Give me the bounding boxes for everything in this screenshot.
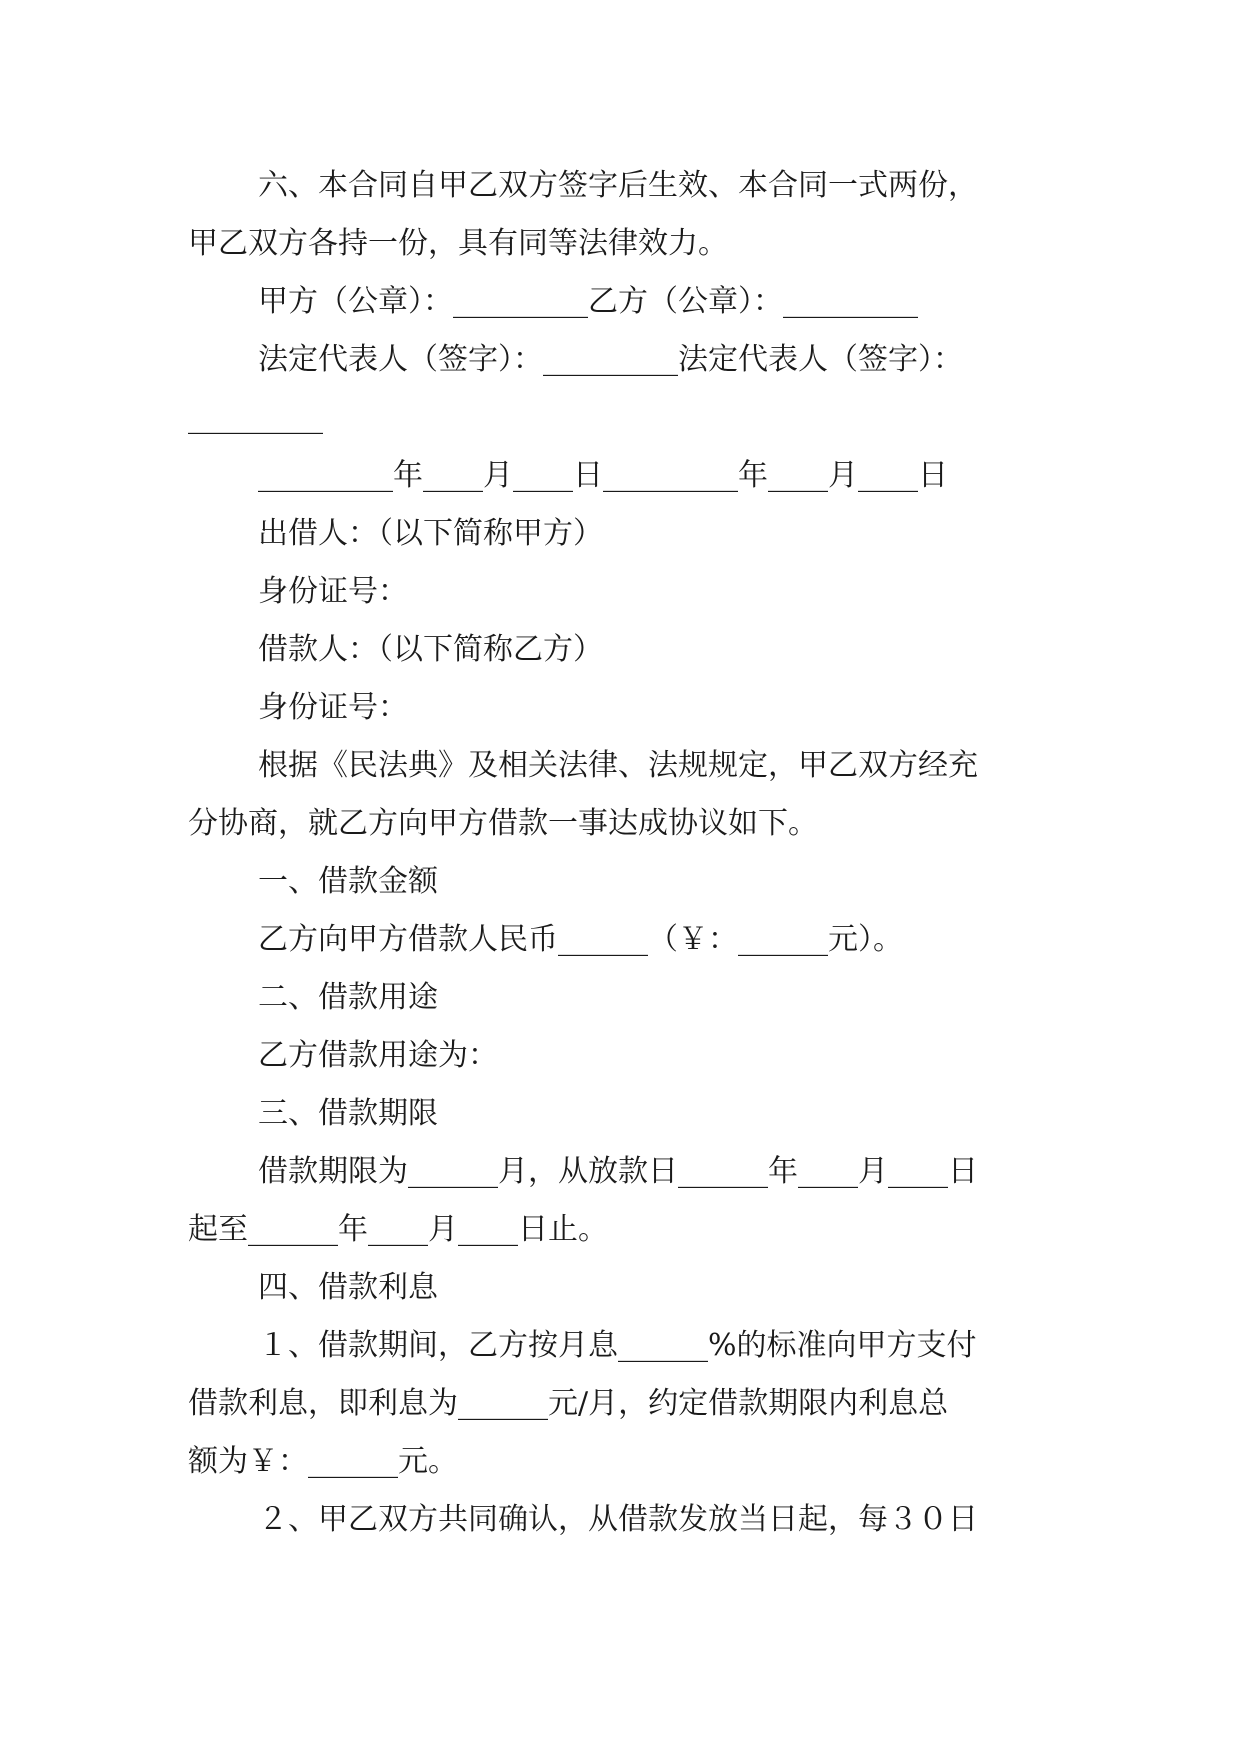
section-1-body: 乙方向甲方借款人民币______（￥：______元）。 — [258, 922, 903, 957]
section-2-body: 乙方借款用途为： — [258, 1038, 498, 1073]
borrower-id-line: 身份证号： — [258, 690, 408, 725]
legal-rep-blank: _________ — [188, 400, 323, 435]
section-3-body-line-2: 起至______年____月____日止。 — [188, 1212, 608, 1247]
section-4-item-1-line-2: 借款利息，即利息为______元/月，约定借款期限内利息总 — [188, 1386, 949, 1421]
section-4-heading: 四、借款利息 — [258, 1270, 438, 1305]
seal-line: 甲方（公章）：_________乙方（公章）：_________ — [258, 284, 918, 319]
section-2-heading: 二、借款用途 — [258, 980, 438, 1015]
section-3-body-line-1: 借款期限为______月，从放款日______年____月____日 — [258, 1154, 978, 1189]
preamble-line-1: 根据《民法典》及相关法律、法规规定，甲乙双方经充 — [258, 748, 978, 783]
section-4-item-2-line-1: ２、甲乙双方共同确认，从借款发放当日起，每３０日 — [258, 1502, 978, 1537]
clause-6-line-1: 六、本合同自甲乙双方签字后生效、本合同一式两份， — [258, 168, 978, 203]
legal-rep-line: 法定代表人（签字）：_________法定代表人（签字）： — [258, 342, 963, 377]
lender-id-line: 身份证号： — [258, 574, 408, 609]
section-4-item-1-line-3: 额为￥：______元。 — [188, 1444, 458, 1479]
clause-6-line-2: 甲乙双方各持一份，具有同等法律效力。 — [188, 226, 728, 261]
lender-line: 出借人：（以下简称甲方） — [258, 516, 603, 551]
borrower-line: 借款人：（以下简称乙方） — [258, 632, 603, 667]
section-1-heading: 一、借款金额 — [258, 864, 438, 899]
section-4-item-1-line-1: １、借款期间，乙方按月息______%的标准向甲方支付 — [258, 1328, 977, 1363]
section-3-heading: 三、借款期限 — [258, 1096, 438, 1131]
preamble-line-2: 分协商，就乙方向甲方借款一事达成协议如下。 — [188, 806, 818, 841]
date-line: _________年____月____日_________年____月____日 — [258, 458, 948, 493]
